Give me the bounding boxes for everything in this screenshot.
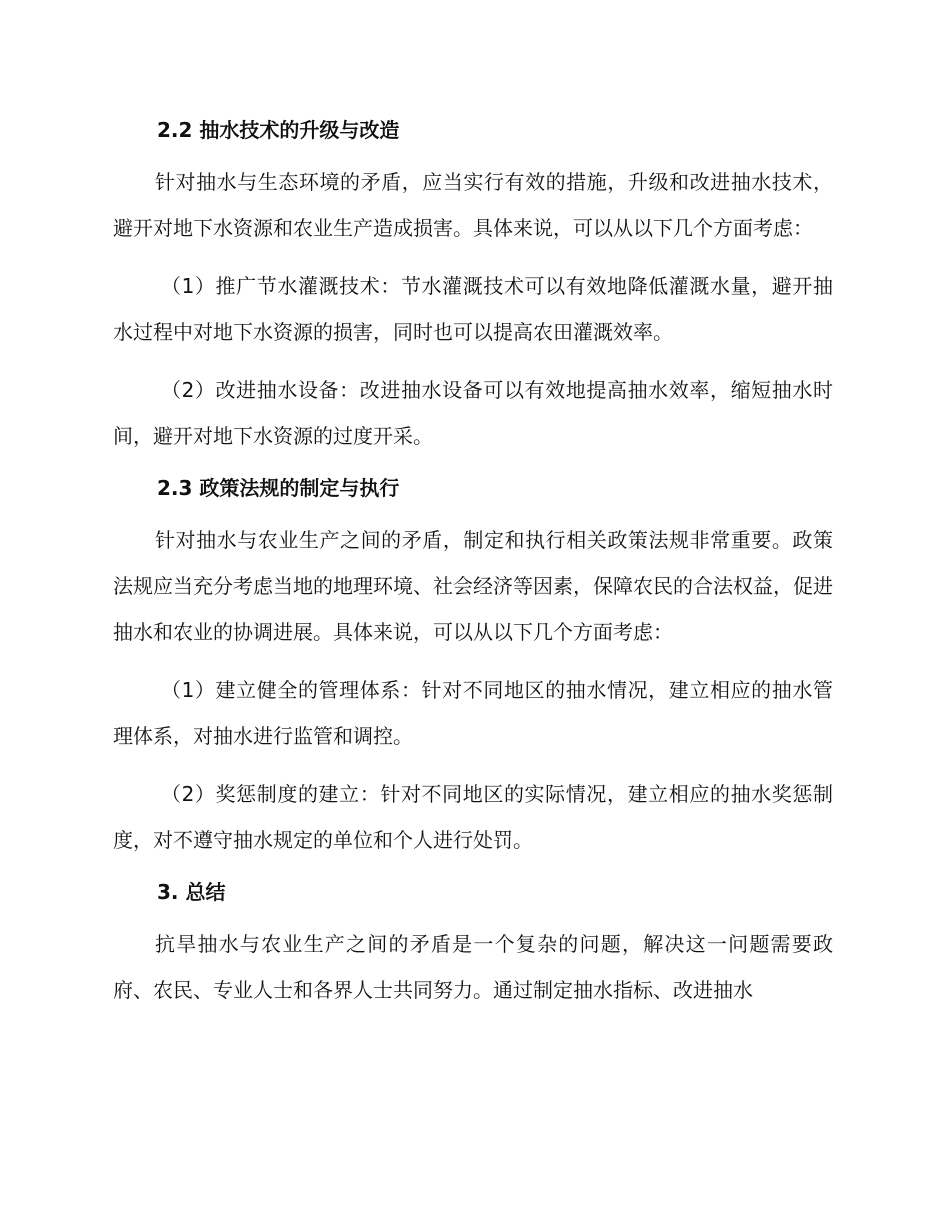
section-2-2-item-2: （2）改进抽水设备：改进抽水设备可以有效地提高抽水效率，缩短抽水时间，避开对地下水资源的过度开采。 — [113, 378, 833, 448]
section-3-intro: 抗旱抽水与农业生产之间的矛盾是一个复杂的问题，解决这一问题需要政府、农民、专业人士和各界人士共同努力。通过制定抽水指标、改进抽水 — [113, 932, 833, 1002]
section-2-2-intro: 针对抽水与生态环境的矛盾，应当实行有效的措施，升级和改进抽水技术，避开对地下水资源和农业生产造成损害。具体来说，可以从以下几个方面考虑： — [113, 170, 833, 240]
section-heading-2-2: 2.2 抽水技术的升级与改造 — [157, 118, 400, 142]
section-2-3-item-2: （2）奖惩制度的建立：针对不同地区的实际情况，建立相应的抽水奖惩制度，对不遵守抽水规定的单位和个人进行处罚。 — [113, 782, 833, 852]
document-body — [113, 113, 833, 1025]
section-heading-2-3: 2.3 政策法规的制定与执行 — [157, 476, 400, 500]
section-2-3-intro: 针对抽水与农业生产之间的矛盾，制定和执行相关政策法规非常重要。政策法规应当充分考虑当地的地理环境、社会经济等因素，保障农民的合法权益，促进抽水和农业的协调进展。具体来说，可以从以下几个方面考虑： — [113, 528, 833, 644]
section-2-3-item-1: （1）建立健全的管理体系：针对不同地区的抽水情况，建立相应的抽水管理体系，对抽水进行监管和调控。 — [113, 678, 833, 748]
section-heading-3: 3. 总结 — [157, 880, 226, 904]
section-2-2-item-1: （1）推广节水灌溉技术：节水灌溉技术可以有效地降低灌溉水量，避开抽水过程中对地下水资源的损害，同时也可以提高农田灌溉效率。 — [113, 274, 833, 344]
